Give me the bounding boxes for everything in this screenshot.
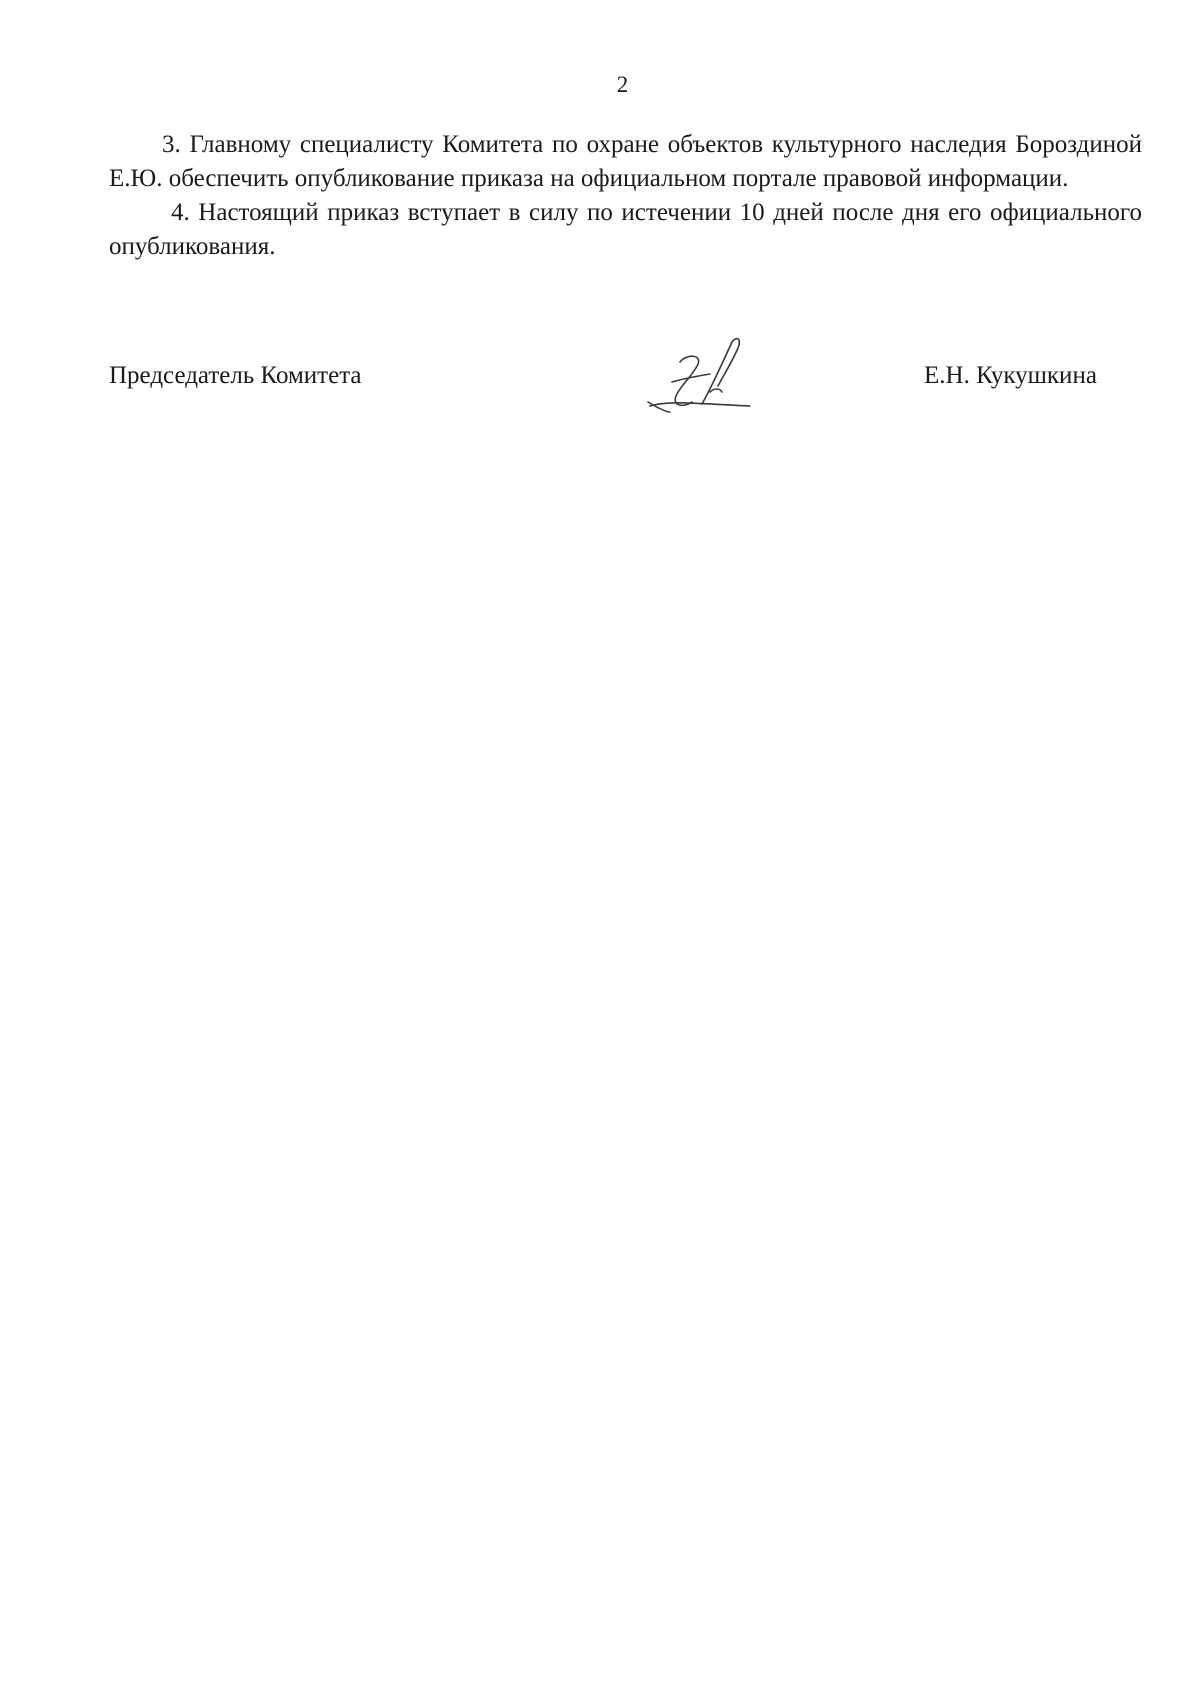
paragraph-4: 4. Настоящий приказ вступает в силу по истечении 10 дней после дня его официального опубликования. [109, 199, 1142, 260]
document-body [109, 128, 1142, 264]
handwritten-signature [640, 334, 760, 424]
page-number: 2 [616, 72, 629, 97]
signature-block [0, 362, 1200, 422]
paragraph-3: 3. Главному специалисту Комитета по охране объектов культурного наследия Бороздиной Е.Ю. обеспечить опубликование приказа на официальном портале правовой информации. [109, 131, 1142, 192]
signatory-position: Председатель Комитета [109, 362, 362, 389]
signatory-name: Е.Н. Кукушкина [924, 362, 1097, 389]
